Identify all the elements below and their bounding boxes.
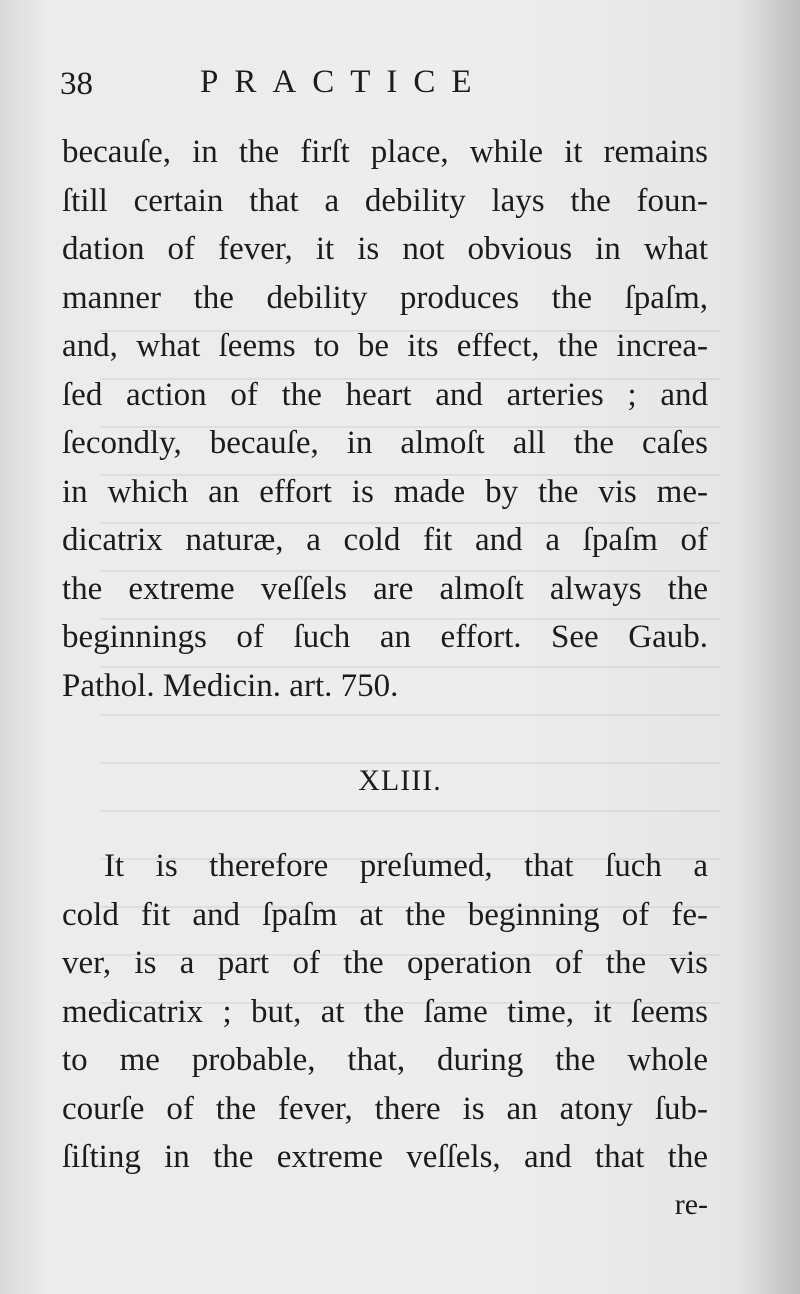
text-line: dation of fever, it is not obvious in what <box>62 231 708 267</box>
section-number: XLIII. <box>358 764 442 797</box>
text-line: medicatrix ; but, at the ſame time, it ſeems <box>62 993 708 1030</box>
text-line: courſe of the fever, there is an atony ſub- <box>62 1090 708 1127</box>
text-line: beginnings of ſuch an effort. See Gaub. <box>62 619 708 655</box>
page-number: 38 <box>60 66 93 102</box>
text-line: ſtill certain that a debility lays the foun- <box>62 182 708 219</box>
text-line: ſed action of the heart and arteries ; and <box>62 376 708 413</box>
text-line: ſecondly, becauſe, in almoſt all the caſes <box>62 425 708 461</box>
page-header <box>60 62 760 112</box>
text-line: Pathol. Medicin. art. 750. <box>62 667 399 704</box>
text-line: It is therefore preſumed, that ſuch a <box>104 848 708 884</box>
text-line: and, what ſeems to be its effect, the increa- <box>62 328 708 364</box>
text-line: dicatrix naturæ, a cold fit and a ſpaſm of <box>62 522 708 558</box>
text-line: becauſe, in the firſt place, while it remains <box>62 134 708 170</box>
paragraph-section-43 <box>62 842 708 1182</box>
text-line: the extreme veſſels are almoſt always the <box>62 570 708 607</box>
text-line: manner the debility produces the ſpaſm, <box>62 279 708 316</box>
catchword: re- <box>674 1188 708 1221</box>
text-line: ſiſting in the extreme veſſels, and that the <box>62 1139 708 1175</box>
running-head: PRACTICE <box>200 64 488 100</box>
paragraph-continued <box>62 128 708 710</box>
text-line: to me probable, that, during the whole <box>62 1042 708 1078</box>
text-line: ver, is a part of the operation of the vis <box>62 945 708 981</box>
text-line: cold fit and ſpaſm at the beginning of fe- <box>62 896 708 933</box>
text-line: in which an effort is made by the vis me- <box>62 473 708 510</box>
